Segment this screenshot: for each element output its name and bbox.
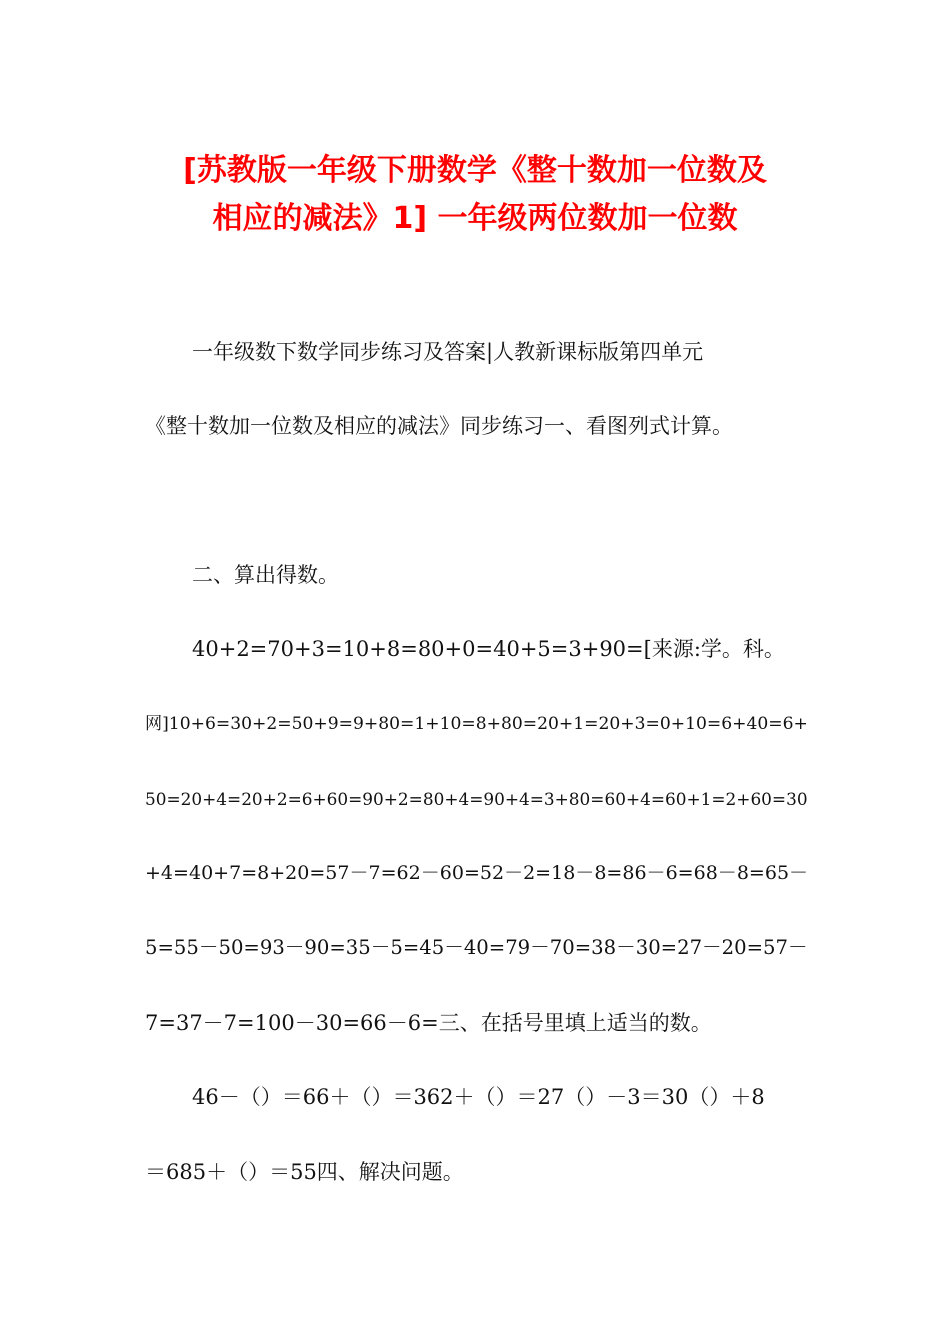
body-line-9: 7=37－7=100－30=66－6=三、在括号里填上适当的数。 (145, 1011, 712, 1035)
body-line-6: 50=20+4=20+2=6+60=90+2=80+4=90+4=3+80=60+4=60+1=2+60=30 (145, 789, 808, 809)
body-line-1: 一年级数下数学同步练习及答案|人教新课标版第四单元 (192, 340, 704, 364)
document-title-line-1: [苏教版一年级下册数学《整十数加一位数及 (183, 153, 767, 188)
body-line-4: 40+2=70+3=10+8=80+0=40+5=3+90=[来源:学。科。 (192, 637, 785, 661)
body-line-5: 网]10+6=30+2=50+9=9+80=1+10=8+80=20+1=20+3=0+10=6+40=6+ (145, 714, 808, 734)
body-line-10: 46－（）＝66＋（）＝362＋（）＝27（）－3＝30（）＋8 (192, 1085, 765, 1109)
body-line-11: ＝685＋（）＝55四、解决问题。 (145, 1160, 464, 1184)
body-line-3: 二、算出得数。 (192, 563, 339, 587)
document-title-line-2: 相应的减法》1] 一年级两位数加一位数 (212, 201, 738, 236)
body-line-2: 《整十数加一位数及相应的减法》同步练习一、看图列式计算。 (145, 414, 733, 438)
body-line-7: +4=40+7=8+20=57－7=62－60=52－2=18－8=86－6=68－8=65－ (145, 862, 809, 884)
body-line-8: 5=55－50=93－90=35－5=45－40=79－70=38－30=27－20=57－ (145, 936, 808, 959)
